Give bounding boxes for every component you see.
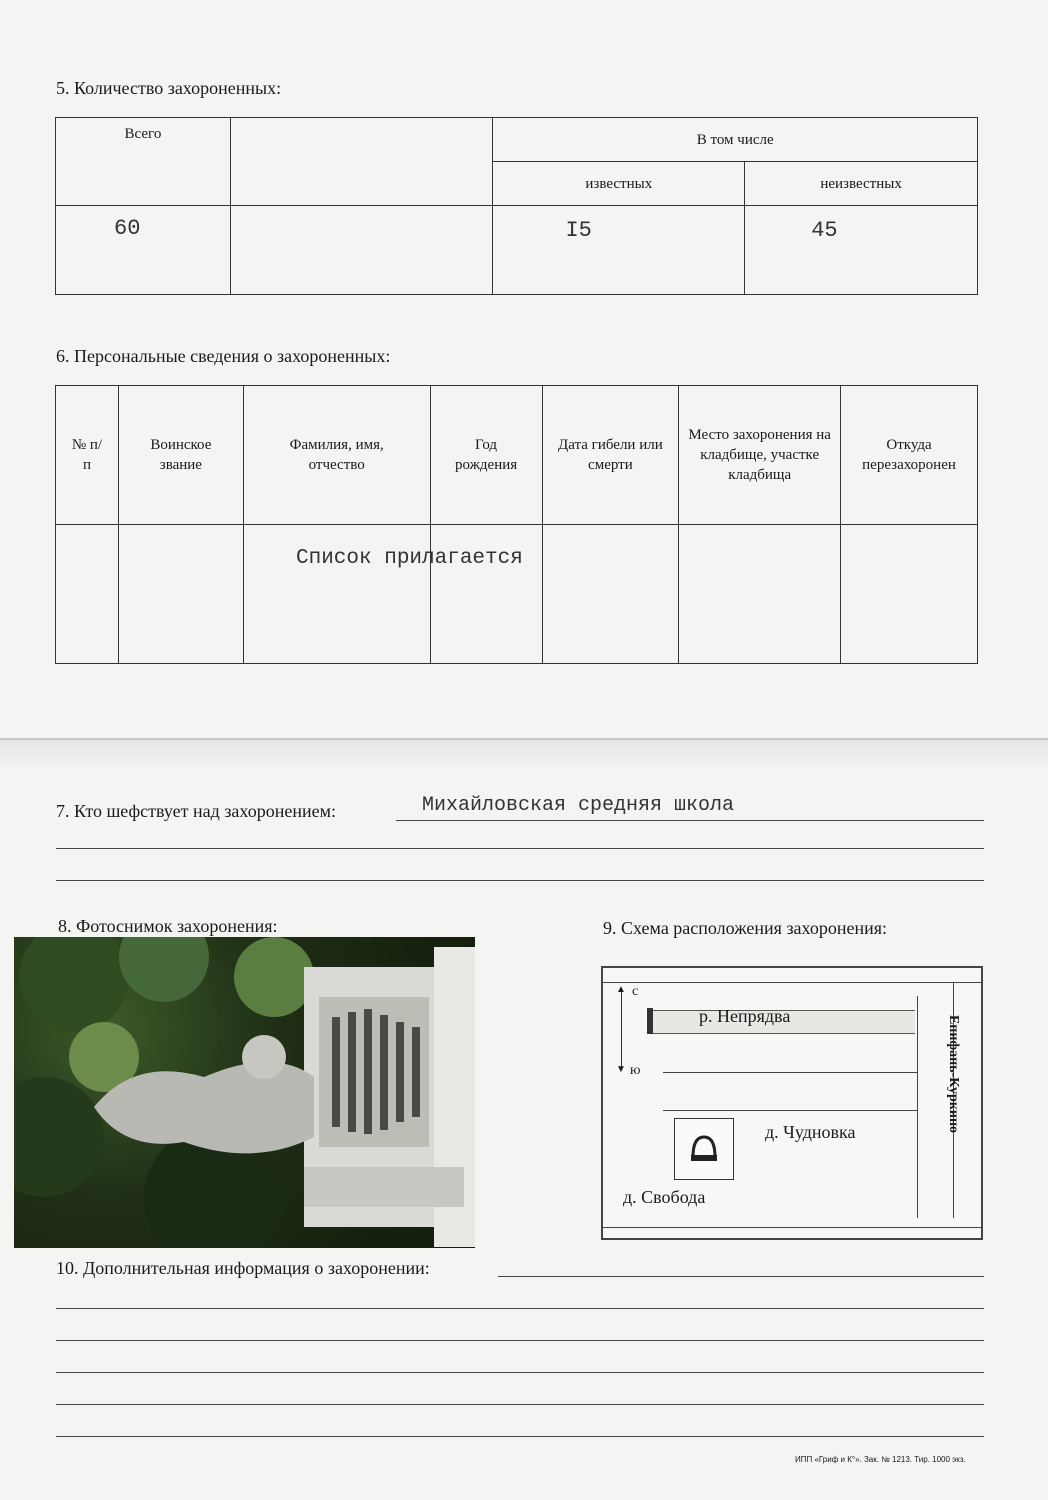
header-including: В том числе <box>493 118 978 162</box>
vertical-road-left <box>917 996 918 1218</box>
burial-marker <box>674 1118 734 1180</box>
printer-imprint: ИПП «Гриф и К°». Зак. № 1213. Тир. 1000 экз. <box>795 1455 966 1464</box>
known-value: I5 <box>493 206 745 295</box>
col-burial-place: Место захоронения на кладбище, участке кладбища <box>679 386 841 525</box>
north-arrow-icon: ▲ <box>616 984 626 995</box>
road-line-1 <box>663 1072 917 1073</box>
village-svoboda: д. Свобода <box>623 1187 706 1207</box>
unknown-value: 45 <box>745 206 978 295</box>
section8-title: 8. Фотоснимок захоронения: <box>58 916 278 936</box>
col-death-date: Дата гибели или смерти <box>542 386 679 525</box>
col-full-name: Фамилия, имя, отчество <box>243 386 430 525</box>
section7-title: 7. Кто шефствует над захоронением: <box>56 801 337 821</box>
patron-underline <box>396 820 984 821</box>
patron-line-3 <box>56 880 984 881</box>
road-label: Епифань-Куркино <box>946 1014 961 1134</box>
list-attached-note: Список прилагается <box>296 547 523 570</box>
header-total: Всего <box>56 118 231 206</box>
total-value: 60 <box>56 206 231 295</box>
col-rank: Воинское звание <box>118 386 243 525</box>
monument-marker-icon <box>675 1119 733 1179</box>
village-chudnovka: д. Чудновка <box>765 1122 856 1142</box>
info-line-3 <box>56 1340 984 1341</box>
section5-title: 5. Количество захороненных: <box>56 78 282 98</box>
river-label: р. Непрядва <box>699 1006 791 1026</box>
section10-title: 10. Дополнительная информация о захоронении: <box>56 1258 430 1278</box>
page-fold-line <box>0 738 1048 740</box>
info-line-1 <box>498 1276 984 1277</box>
south-arrow-icon: ▼ <box>616 1064 626 1075</box>
patron-value: Михайловская средняя школа <box>422 794 735 817</box>
location-scheme <box>601 966 983 1240</box>
personal-info-table <box>55 385 978 664</box>
section6-title: 6. Персональные сведения о захороненных: <box>56 346 391 366</box>
header-known: известных <box>493 162 745 206</box>
road-line-2 <box>663 1110 917 1111</box>
info-line-4 <box>56 1372 984 1373</box>
patron-line-2 <box>56 848 984 849</box>
compass-axis <box>621 990 622 1068</box>
burials-count-table <box>55 117 978 295</box>
col-reburied-from: Откуда перезахоронен <box>841 386 978 525</box>
page-fold-shadow <box>0 740 1048 770</box>
section9-title: 9. Схема расположения захоронения: <box>603 918 888 938</box>
monument-image <box>14 937 475 1248</box>
col-birth-year: Год рождения <box>430 386 542 525</box>
north-label: с <box>632 984 639 999</box>
info-line-6 <box>56 1436 984 1437</box>
burial-photo <box>14 937 475 1248</box>
col-number: № п/п <box>56 386 119 525</box>
header-unknown: неизвестных <box>745 162 978 206</box>
south-label: ю <box>630 1063 641 1078</box>
empty-header-cell <box>230 118 493 206</box>
info-line-2 <box>56 1308 984 1309</box>
empty-value-cell <box>230 206 493 295</box>
info-line-5 <box>56 1404 984 1405</box>
